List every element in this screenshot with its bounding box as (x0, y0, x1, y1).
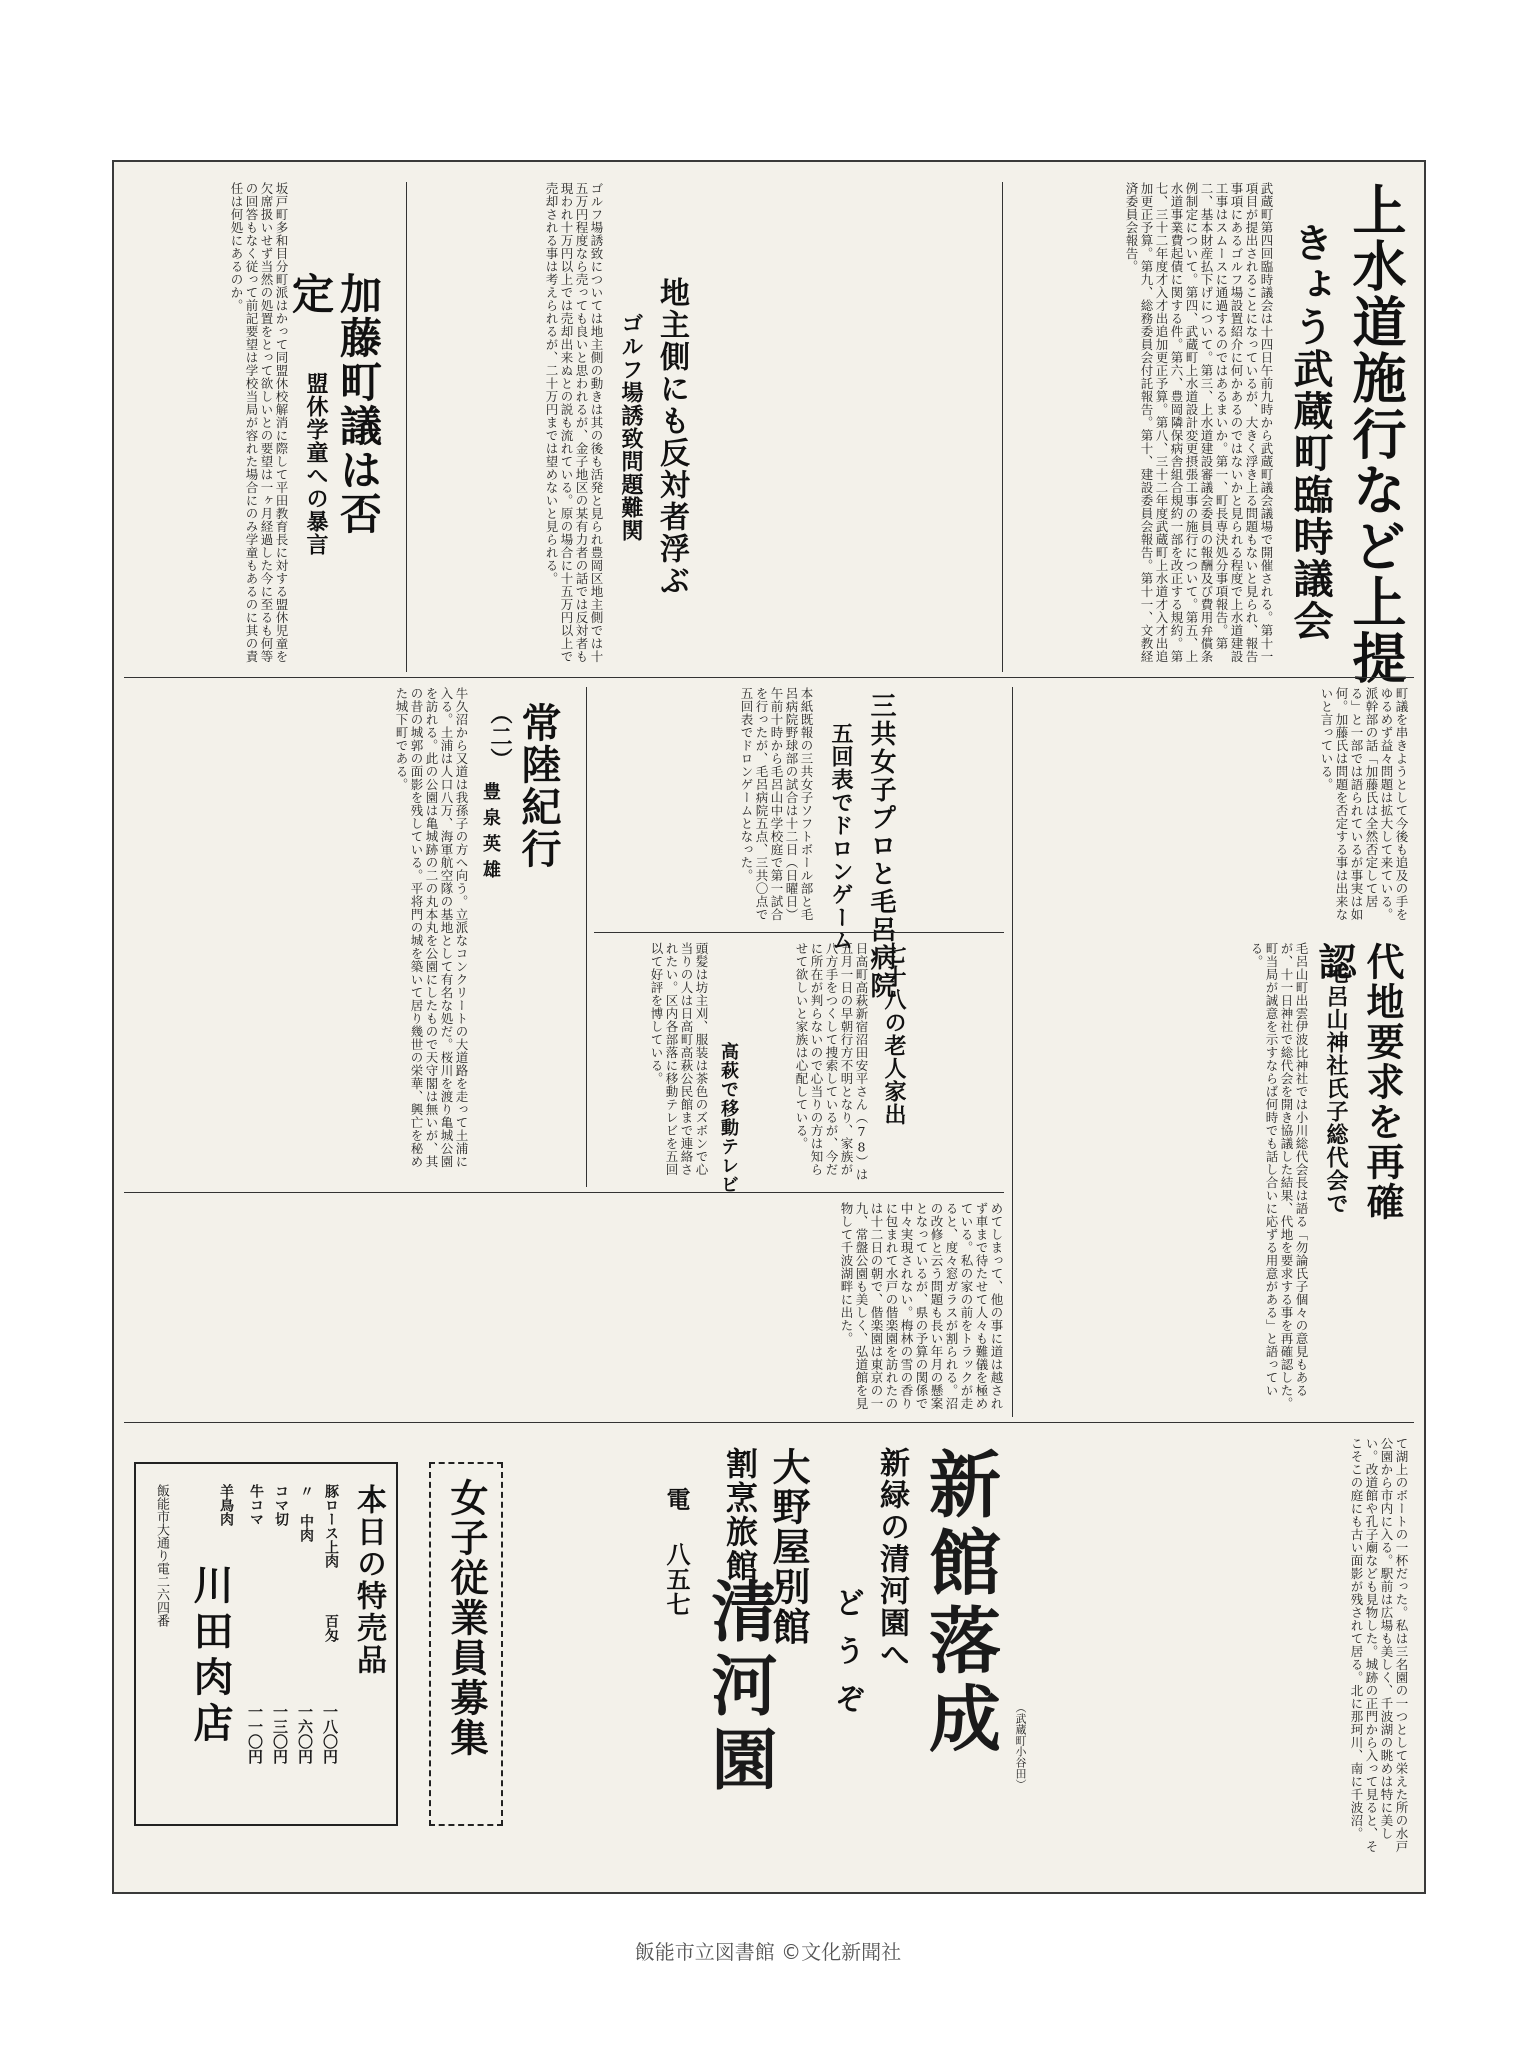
subhead-text: 盟休学童への暴言 (303, 372, 329, 556)
meat-address: 飯能市大通り電二六四番 (154, 1484, 169, 1627)
meat-price-1: 一六〇円 (296, 1704, 314, 1764)
meat-price-2: 一三〇円 (271, 1704, 289, 1764)
shrine-subhead (1314, 962, 1350, 1262)
meat-item-1: 〃 中肉 (298, 1484, 314, 1542)
author-name: 豊泉英雄 (480, 782, 501, 886)
headline-text: 高萩で移動テレビ (718, 1042, 739, 1194)
headline-text: 三共女子プロと毛呂病院 (866, 692, 896, 1000)
seiga-main-text: 新館落成 (917, 1447, 1002, 1759)
bottom-essay-body: めてしまって、他の事に道は越されず車まで待たせて人々も難儀を極めている。私の家の前をトラックが走ると、度々窓ガラスが割られる。沼の改修と云う問題も長い年月の懸案となっているが、県の予算の関係で中々実現されない。梅林の雪の香りに包まれて水戸の偕楽園を訪れたのは十二日の朝で、偕楽園は東京の一九、常盤公園も美しく、弘道館を見物して千波湖畔に出た。 (839, 1202, 1004, 1410)
elderly-article-body: 日高町高萩新宿沼田安平さん（78）は五月一日の早朝行方不明となり、家族が八方手をつくして捜索しているが、今だに所在が判らないので心当りの方は知らせて欲しいと家族は心配している。 (794, 942, 869, 1181)
meat-ad (134, 1462, 398, 1826)
subhead-text: きょう武蔵町臨時議会 (1287, 222, 1334, 642)
divider-mid-1 (1012, 687, 1013, 1417)
seiga-type-text: 割烹旅館 (721, 1447, 759, 1583)
meat-shop-text: 川田肉店 (187, 1564, 234, 1748)
meat-price-0: 一八〇円 (321, 1704, 339, 1764)
divider-top-1 (1002, 182, 1003, 672)
series-number: （二） (487, 702, 513, 771)
divider-lower (124, 1192, 1004, 1193)
shrine-article-body: 毛呂山町出雲伊波比神社では小川総代会長は語る「勿論氏子個々の意見もあるが、十一日神社で総代会を開き協議した結果、代地を要求する事を再確認した。町当局が誠意を示すならば何時でも話し合いに応ずる用意がある」と語っている。 (1249, 942, 1309, 1410)
seiga-annex-text: 大野屋別館 (766, 1447, 811, 1647)
seiga-type (714, 1447, 758, 1587)
meat-title (346, 1484, 386, 1804)
elderly-headline (874, 942, 908, 1182)
kairakuen-article-body: て湖上のボートの一杯だった。私は三名園の一つとして栄えた所の水戸公園から市内に入る。駅前は広場も美しく、千波湖の眺めは特に美しい。改道館や孔子廟なども見物した。城跡の正門から入って見ると、そこそこの庭にも古い面影が残されて居る。北に那珂川、南に千波沼。 (1349, 1437, 1409, 1853)
seiga-name (700, 1577, 778, 1857)
water-subhead (1279, 222, 1334, 742)
subhead-text: 毛呂山神社氏子総代会で (1323, 962, 1349, 1215)
meat-shop-name (186, 1564, 234, 1804)
meat-item-2: コマ切 (273, 1484, 289, 1526)
golf-article-body: ゴルフ場誘致については地主側の動きは其の後も活発と見られ豊岡区地主側では十五万円程度なら売っても良いと思われるが、金子地区の某有力者の話では反対者も現われ十万円以上では売却出来ぬとの説も流れている。原の場合に十五万円以上で売却される事は考えられるが、二十万円までは望めないと見られる。 (544, 182, 604, 663)
headline-text: 加藤町議は否定 (286, 272, 383, 536)
kato-article-body: 坂戸町多和目分町派はかって同盟休校解消に際して平田教育長に対する盟休児童を欠席扱いせず当然の処置をとって欲しいとの要望は一ヶ月経過した今に至るも何等の回答もなく従って前記要望は学校当局が容れた場合にのみ学童もあるのに其の責任は何処にあるのか。 (229, 182, 289, 663)
seiga-invite (824, 1587, 864, 1807)
seiga-tagline-text: 新緑の清河園へ (874, 1447, 909, 1671)
hitachi-author (474, 782, 504, 942)
divider-top-2 (406, 182, 407, 672)
headline-text: 地主側にも反対者浮ぶ (654, 277, 689, 597)
water-headline (1334, 182, 1406, 742)
divider-mid-2 (586, 687, 587, 1187)
divider-mid-game (594, 932, 1004, 933)
golf-headline (649, 277, 689, 637)
newspaper-page (112, 160, 1426, 1894)
water-article-body: 武蔵町第四回臨時議会は十四日午前九時から武蔵町議会議場で開催される。第十一項目が提出されることになっているが、大きく浮き上る問題もないと見られ、報告事項にあるゴルフ場設置紹介に何かあるのではないかと見られる程度で上水道建設工事はスムースに通過するのではあるまいか。第一、町長専決処分事項報告。第二、基本財産払下げについて。第三、上水道建設審議会委員の報酬及び費用弁償条例制定について。第四、武蔵町上水道設計変更摂張工事の施行について。第五、上水道事業費起債に関する件。第六、豊岡隣保病舎組合規約一部を改正する規約。第七、三十二年度才入才出追加更正予算。第八、三十二年度武蔵町上水道才入才出追加更正予算。第九、総務委員会付託報告。第十、建設委員会報告。第十一、文教経済委員会報告。 (1124, 182, 1274, 663)
staff-title: 女子従業員募集 (444, 1478, 489, 1758)
subhead-text: ゴルフ場誘致問題難関 (618, 312, 644, 542)
seiga-phone-text: 電 八五七 (662, 1487, 691, 1617)
tv-article-body: 頭髪は坊主刈、服装は茶色のズボンで心当りの人は日高町高萩公民館まで連絡されたい。区内各部落に移動テレビを五回以て好評を博している。 (649, 942, 709, 1176)
game-article-body: 本紙既報の三共女子ソフトボール部と毛呂病院野球部の試合は十二日（日曜日）午前十時から毛呂山中学校庭で第一試合を行ったが、毛呂病院五点、三共〇点で五回表でドロンゲームとなった。 (739, 687, 814, 921)
meat-brand-label: 羊鳥肉 (218, 1484, 234, 1526)
water-note-body: 町議を串きようとして今後も追及の手をゆるめず益々問題は拡大して来ている。派幹部の話「加藤氏は全然否定して居る」と一部では語られているが事実は如何。加藤氏は問題を否定する事は出来ないと言っている。 (1319, 687, 1409, 921)
headline-text: 上水道施行など上提 (1344, 182, 1408, 686)
divider-top (124, 677, 1414, 678)
seiga-tagline (869, 1447, 909, 1747)
golf-subhead (609, 312, 645, 642)
page-footer-credit: 飯能市立図書館 ©文化新聞社 (634, 1940, 902, 1964)
staff-ad (429, 1462, 503, 1826)
headline-text: 代地要求を再確認 (1312, 942, 1405, 1222)
meat-unit: 百匁 (323, 1614, 339, 1642)
meat-title-text: 本日の特売品 (351, 1484, 386, 1676)
subhead-text: 五回表でドロンゲーム (828, 722, 854, 952)
seiga-main (917, 1447, 1002, 1787)
meat-item-3: 牛コマ (248, 1484, 264, 1526)
seiga-name-text: 清河園 (700, 1577, 778, 1799)
seiga-invite-text: どうぞ (829, 1587, 864, 1731)
headline-text: 七十八の老人家出 (881, 942, 907, 1126)
divider-bottom (124, 1422, 1414, 1423)
hitachi-article-body: 牛久沼から又道は我孫子の方へ向う。立派なコンクリートの大道路を走って土浦に入る。土浦は人口八万、海軍航空隊の基地として有名な処だ。桜川を渡り亀城公園を訪れる。此の公園は亀城跡の二の丸本丸を公園にしたもので天守閣は無いが、其の昔の城郭の面影を残している。平将門の城を築いて居り幾世の栄華、興亡を秘めた城下町である。 (394, 687, 469, 1168)
seiga-ad (614, 1437, 1004, 1867)
meat-price-3: 一一〇円 (246, 1704, 264, 1764)
kato-subhead (294, 372, 330, 612)
seiga-phone (654, 1487, 690, 1687)
meat-item-0: 豚ロース上肉 (323, 1484, 339, 1568)
headline-text: 常陸紀行 (515, 702, 562, 870)
kairakuen-footnote: （武蔵町小谷田） (1014, 1702, 1027, 1790)
